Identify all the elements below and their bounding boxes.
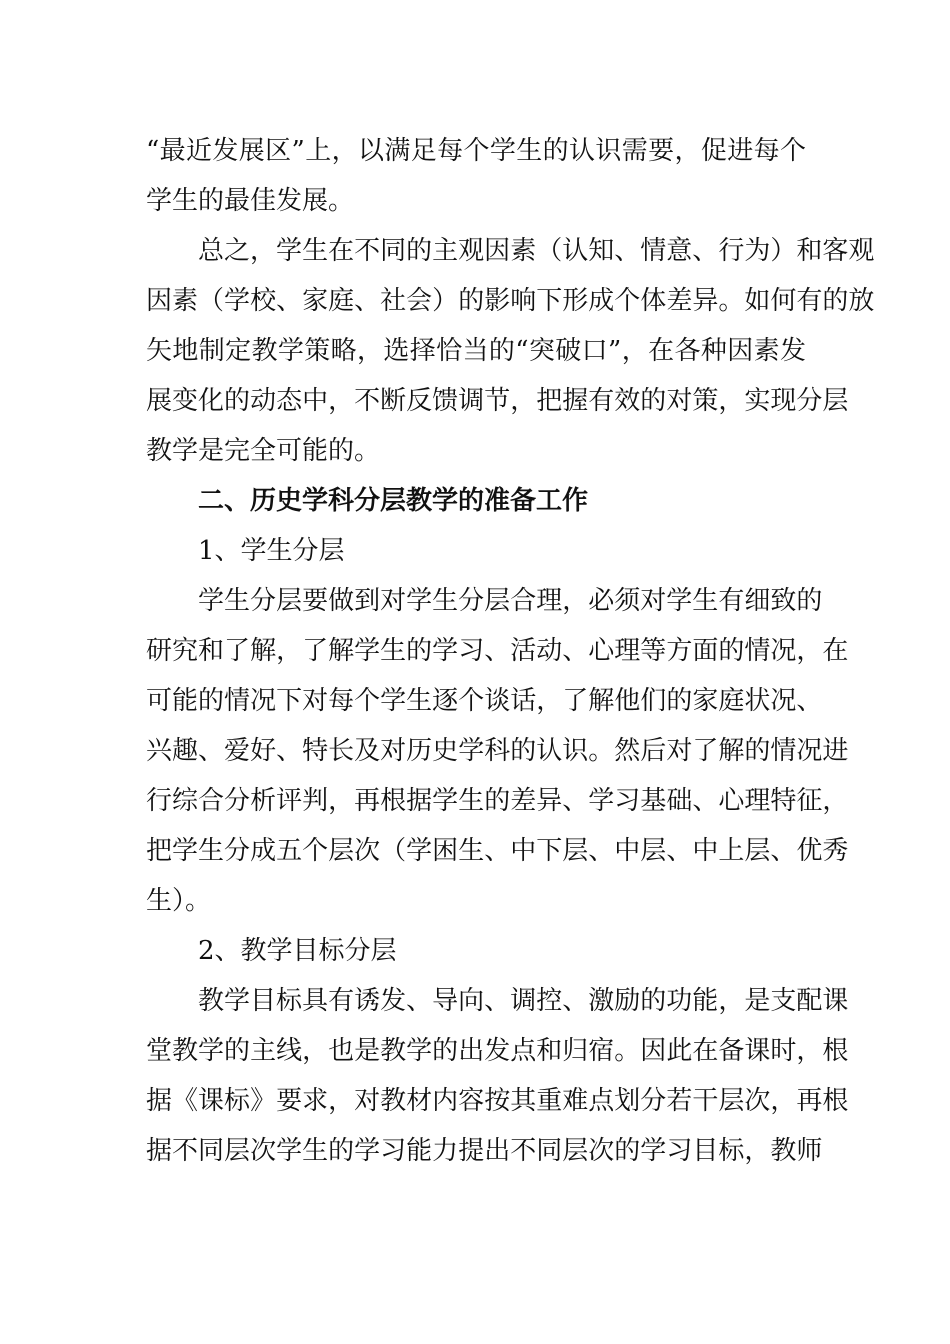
text-line: 研 究 和 了 解 ， 了 解 学 生 的 学 习 、 活 动 、 心 理 等 方 面 的 情 况 ， 在 <box>146 636 849 666</box>
text-line: 据 《 课 标 》 要 求 ， 对 教 材 内 容 按 其 重 难 点 划 分 若 干 层 次 ， 再 根 <box>146 1086 849 1116</box>
text-line: 堂 教 学 的 主 线 ， 也 是 教 学 的 出 发 点 和 归 宿 。 因 此 在 备 课 时 ， 根 <box>146 1036 849 1066</box>
text-line: 把 学 生 分 成 五 个 层 次 （ 学 困 生 、 中 下 层 、 中 层 、 中 上 层 、 优 秀 <box>146 836 849 866</box>
subsection-heading: 2、教学目标分层 <box>198 936 397 966</box>
text-line: “ 最 近 发 展 区 ” 上 ， 以 满 足 每 个 学 生 的 认 识 需 要 ， 促 进 每 个 <box>146 136 806 166</box>
text-line: 学生的最佳发展。 <box>146 186 355 216</box>
text-line: 教 学 目 标 具 有 诱 发 、 导 向 、 调 控 、 激 励 的 功 能 ， 是 支 配 课 <box>198 986 849 1016</box>
text-line: 可 能 的 情 况 下 对 每 个 学 生 逐 个 谈 话 ， 了 解 他 们 的 家 庭 状 况 、 <box>146 686 823 716</box>
text-line: 兴 趣 、 爱 好 、 特 长 及 对 历 史 学 科 的 认 识 。 然 后 对 了 解 的 情 况 进 <box>146 736 849 766</box>
section-heading: 二、历史学科分层教学的准备工作 <box>198 486 589 516</box>
subsection-heading: 1、学生分层 <box>198 536 345 566</box>
text-line: 总 之 ， 学 生 在 不 同 的 主 观 因 素 （ 认 知 、 情 意 、 行 为 ） 和 客 观 <box>198 236 875 266</box>
document-page <box>146 126 875 1176</box>
text-line: 展 变 化 的 动 态 中 ， 不 断 反 馈 调 节 ， 把 握 有 效 的 对 策 ， 实 现 分 层 <box>146 386 849 416</box>
text-line: 生）。 <box>146 886 212 916</box>
text-line: 因 素 （ 学 校 、 家 庭 、 社 会 ） 的 影 响 下 形 成 个 体 差 异 。 如 何 有 的 放 <box>146 286 875 316</box>
text-line: 据 不 同 层 次 学 生 的 学 习 能 力 提 出 不 同 层 次 的 学 习 目 标 ， 教 师 <box>146 1136 823 1166</box>
text-line: 行 综 合 分 析 评 判 ， 再 根 据 学 生 的 差 异 、 学 习 基 础 、 心 理 特 征 ， <box>146 786 849 816</box>
text-line: 教学是完全可能的。 <box>146 436 381 466</box>
text-line: 矢 地 制 定 教 学 策 略 ， 选 择 恰 当 的 “ 突 破 口 ” ， 在 各 种 因 素 发 <box>146 336 806 366</box>
text-line: 学 生 分 层 要 做 到 对 学 生 分 层 合 理 ， 必 须 对 学 生 有 细 致 的 <box>198 586 823 616</box>
